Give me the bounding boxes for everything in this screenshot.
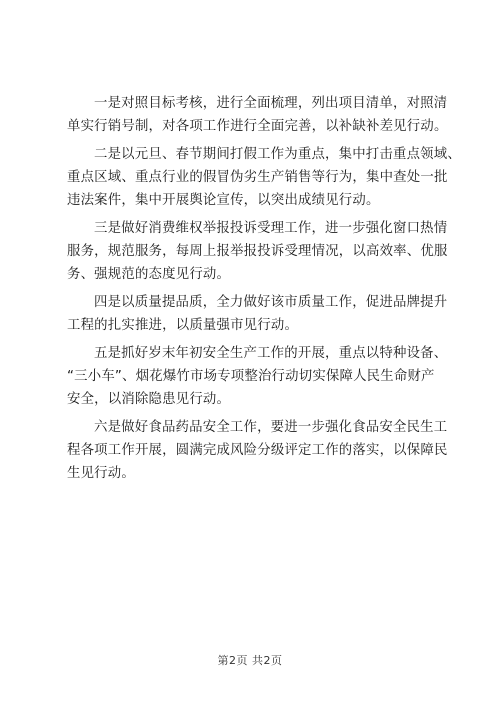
paragraph-line: 违法案件，集中开展舆论宣传，以突出成绩见行动。: [67, 193, 380, 208]
paragraph-4: [67, 291, 452, 337]
paragraph-line: 六是做好食品药品安全工作，要进一步强化食品安全民生工: [94, 420, 448, 435]
paragraph-3: [67, 217, 452, 286]
paragraph-line: 一是对照目标考核，进行全面梳理，列出项目清单，对照清: [94, 96, 448, 111]
paragraph-2: [67, 143, 461, 212]
paragraph-line: 工程的扎实推进，以质量强市见行动。: [67, 318, 299, 333]
paragraph-1: [67, 92, 452, 138]
paragraph-line: 三是做好消费维权举报投诉受理工作，进一步强化窗口热情: [94, 221, 448, 236]
paragraph-line: 五是抓好岁末年初安全生产工作的开展，重点以特种设备、: [94, 346, 448, 361]
paragraph-line: 安全，以消除隐患见行动。: [67, 392, 231, 407]
paragraph-line: “三小车”、烟花爆竹市场专项整治行动切实保障人民生命财产: [67, 369, 435, 384]
paragraph-line: 二是以元旦、春节期间打假工作为重点，集中打击重点领域、: [94, 147, 461, 162]
paragraph-line: 程各项工作开展，圆满完成风险分级评定工作的落实，以保障民: [67, 443, 448, 458]
paragraph-line: 四是以质量提品质，全力做好该市质量工作，促进品牌提升: [94, 295, 448, 310]
paragraph-line: 重点区域、重点行业的假冒伪劣生产销售等行为，集中查处一批: [67, 170, 448, 185]
paragraph-6: [67, 416, 452, 485]
paragraph-line: 服务，规范服务，每周上报举报投诉受理情况，以高效率、优服: [67, 244, 448, 259]
paragraph-line: 务、强规范的态度见行动。: [67, 267, 231, 282]
paragraph-line: 单实行销号制，对各项工作进行全面完善，以补缺补差见行动。: [67, 119, 448, 134]
paragraph-5: [67, 342, 452, 411]
page-footer: 第2页 共2页: [217, 654, 283, 667]
paragraph-line: 生见行动。: [67, 466, 135, 481]
